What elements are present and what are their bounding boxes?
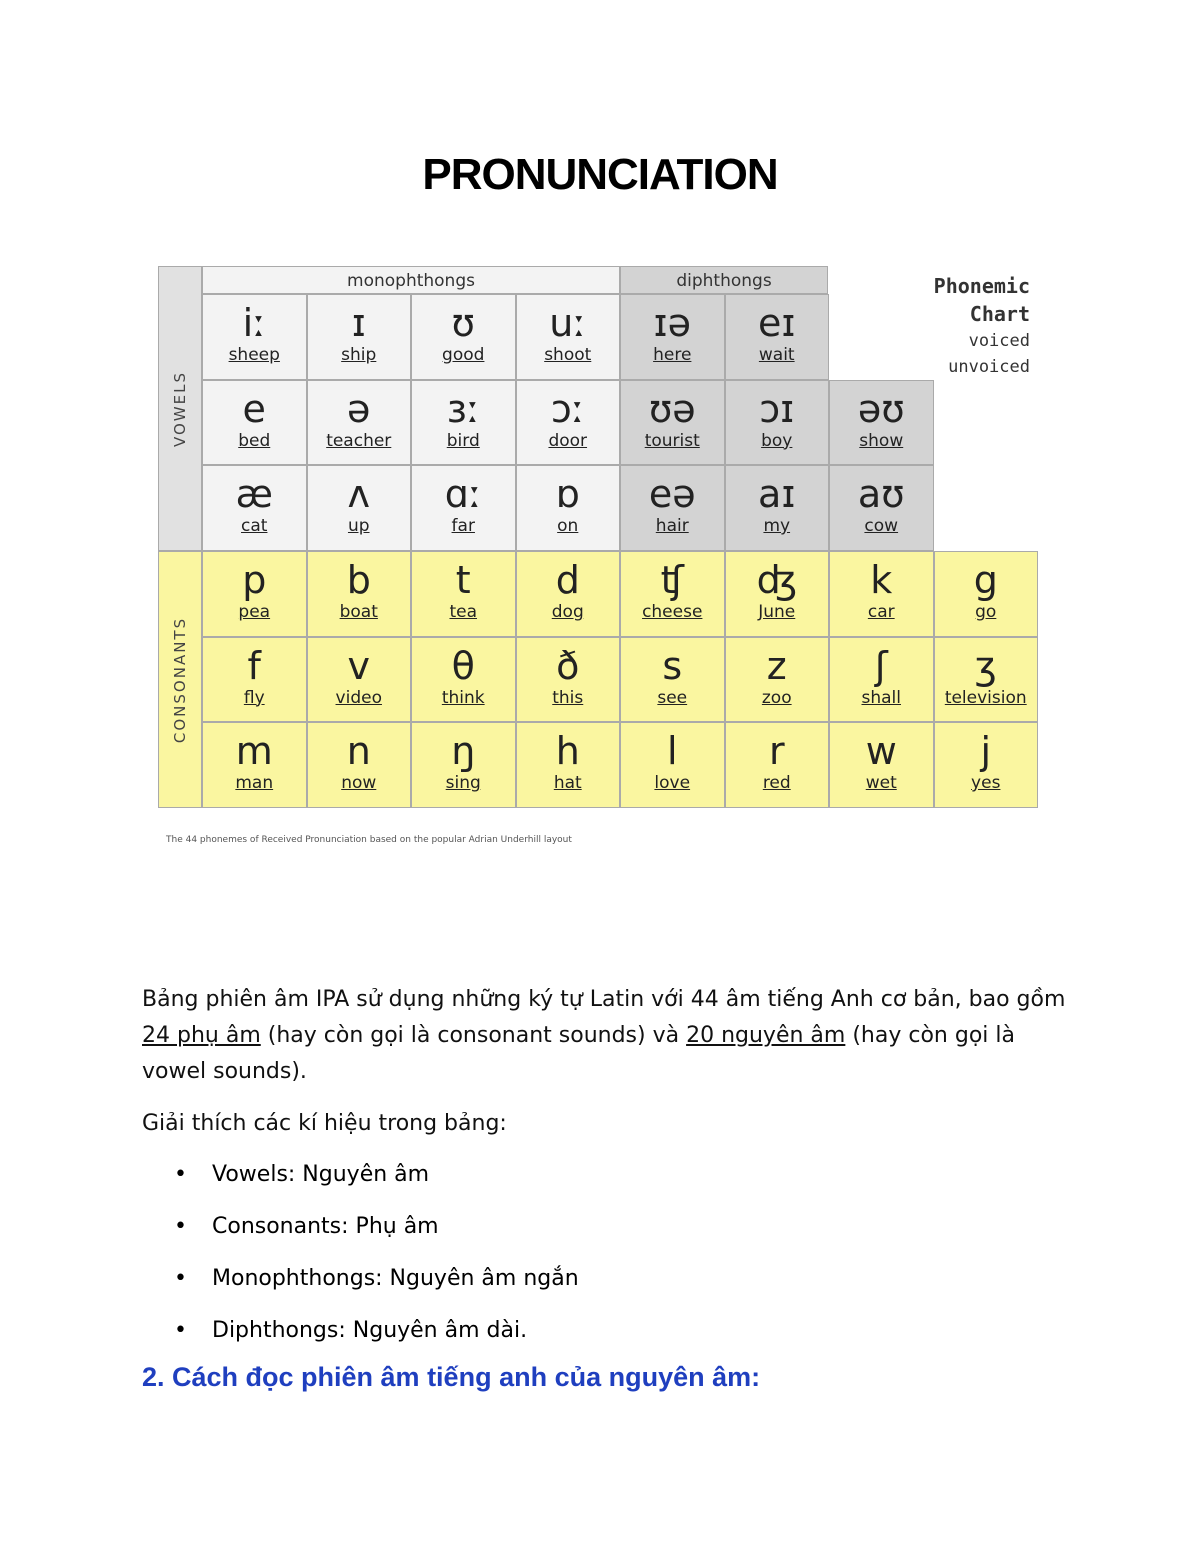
example-word: fly: [243, 687, 265, 708]
example-word: think: [441, 687, 485, 708]
phoneme-cell: [202, 722, 307, 808]
phoneme-symbol: ə: [347, 386, 371, 431]
phoneme-cell: [202, 380, 307, 466]
phoneme-symbol: ɔː: [550, 386, 585, 431]
phoneme-symbol: eɪ: [758, 301, 796, 345]
phoneme-symbol: ʊ: [451, 301, 475, 345]
phoneme-cell: [516, 637, 621, 723]
example-word: cow: [864, 516, 899, 536]
page-title: PRONUNCIATION: [422, 150, 778, 199]
legend-voiced: voiced: [968, 331, 1030, 351]
example-word: tea: [449, 602, 478, 622]
consonants-link[interactable]: 24 phụ âm: [142, 1023, 261, 1048]
phoneme-cell: [829, 722, 934, 808]
legend-unvoiced: unvoiced: [948, 357, 1030, 377]
phoneme-symbol: ʤ: [756, 558, 797, 602]
phoneme-symbol: m: [235, 729, 273, 773]
example-word: up: [347, 516, 370, 536]
example-word: car: [867, 602, 895, 622]
phoneme-cell: [725, 551, 830, 637]
phoneme-symbol: z: [766, 643, 787, 688]
example-word: zoo: [761, 687, 792, 708]
phoneme-cell: [516, 551, 621, 637]
phoneme-symbol: ʃ: [874, 643, 888, 688]
phoneme-symbol: n: [346, 729, 371, 773]
phoneme-cell: [202, 294, 307, 380]
example-word: bird: [446, 430, 480, 451]
phoneme-cell: [307, 465, 412, 551]
phoneme-cell: [934, 551, 1039, 637]
example-word: here: [653, 345, 692, 365]
example-word: cat: [241, 516, 268, 536]
example-word: pea: [238, 602, 271, 622]
example-word: boat: [339, 602, 378, 622]
phoneme-symbol: aʊ: [857, 472, 905, 516]
example-word: boy: [761, 430, 793, 451]
intro-text-3: (hay còn gọi là vowel sounds).: [142, 1023, 1015, 1084]
phoneme-symbol: p: [242, 558, 267, 602]
example-word: hat: [553, 773, 582, 793]
example-word: now: [341, 773, 377, 793]
phoneme-cell: [620, 551, 725, 637]
consonants-label: CONSONANTS: [171, 616, 189, 743]
example-word: door: [548, 430, 588, 451]
phoneme-cell: [620, 722, 725, 808]
phoneme-cell: [411, 465, 516, 551]
chart-caption: The 44 phonemes of Received Pronunciation based on the popular Adrian Underhill layout: [166, 835, 572, 845]
phoneme-symbol: ɒ: [555, 472, 580, 516]
phoneme-symbol: ɑː: [444, 472, 482, 516]
diphthongs-header: diphthongs: [620, 266, 828, 294]
phoneme-cell: [725, 380, 830, 466]
example-word: my: [763, 516, 791, 536]
phoneme-cell: [411, 637, 516, 723]
legend-title-2: Chart: [969, 302, 1030, 326]
example-word: far: [451, 516, 475, 536]
phonemic-chart: [158, 266, 1040, 808]
phoneme-symbol: ʧ: [660, 558, 684, 602]
example-word: shall: [861, 687, 901, 708]
phoneme-symbol: e: [242, 386, 266, 431]
example-word: sing: [445, 773, 481, 793]
phoneme-cell: [516, 722, 621, 808]
explanation-paragraph: Giải thích các kí hiệu trong bảng:: [142, 1111, 507, 1136]
example-word: show: [859, 430, 904, 451]
phoneme-symbol: iː: [242, 301, 266, 345]
list-item: • Consonants: Phụ âm: [142, 1209, 579, 1261]
section-heading: 2. Cách đọc phiên âm tiếng anh của nguyên âm:: [142, 1362, 761, 1392]
phoneme-cell: [307, 722, 412, 808]
phoneme-symbol: eə: [648, 472, 696, 516]
example-word: ship: [341, 345, 377, 365]
phoneme-cell: [620, 465, 725, 551]
example-word: June: [758, 602, 796, 622]
phoneme-symbol: h: [555, 729, 580, 773]
phoneme-symbol: w: [865, 729, 897, 773]
phoneme-symbol: ɪ: [351, 301, 366, 345]
example-word: cheese: [642, 602, 703, 622]
phoneme-symbol: ɪə: [653, 301, 691, 345]
example-word: sheep: [228, 345, 280, 365]
phoneme-cell: [307, 551, 412, 637]
vowels-side-label: [158, 266, 202, 551]
phoneme-cell: [202, 465, 307, 551]
intro-text-2: (hay còn gọi là consonant sounds) và: [260, 1023, 687, 1048]
phoneme-cell: [202, 637, 307, 723]
phoneme-cell: [725, 465, 830, 551]
example-word: dog: [551, 602, 584, 622]
chart-legend: [934, 272, 1030, 380]
phoneme-symbol: g: [973, 558, 998, 602]
phoneme-cell: [934, 637, 1039, 723]
vowels-link[interactable]: 20 nguyên âm: [686, 1023, 846, 1048]
list-item: • Vowels: Nguyên âm: [142, 1157, 579, 1209]
phoneme-symbol: d: [555, 558, 580, 602]
phoneme-symbol: ɜː: [446, 386, 480, 431]
phoneme-symbol: j: [980, 729, 992, 773]
phoneme-symbol: aɪ: [758, 472, 796, 516]
intro-paragraph: [142, 982, 1072, 1090]
vowels-label: VOWELS: [171, 370, 189, 447]
phoneme-symbol: k: [870, 558, 893, 602]
phoneme-symbol: l: [666, 729, 678, 773]
example-word: television: [944, 687, 1027, 708]
legend-title-1: Phonemic: [933, 274, 1030, 298]
phoneme-cell: [725, 637, 830, 723]
example-word: wet: [865, 773, 897, 793]
phoneme-symbol: æ: [235, 472, 273, 516]
phoneme-cell: [829, 551, 934, 637]
symbol-list: [142, 1157, 579, 1365]
phoneme-cell: [725, 722, 830, 808]
phoneme-cell: [411, 722, 516, 808]
phoneme-symbol: ŋ: [451, 729, 476, 773]
example-word: tourist: [644, 430, 700, 451]
phoneme-symbol: θ: [451, 643, 475, 688]
example-word: wait: [758, 345, 795, 365]
monophthongs-header: monophthongs: [202, 266, 620, 294]
example-word: this: [552, 687, 584, 708]
phoneme-symbol: uː: [549, 301, 587, 345]
example-word: on: [557, 516, 579, 536]
example-word: go: [975, 602, 997, 622]
example-word: man: [235, 773, 274, 793]
phoneme-cell: [620, 294, 725, 380]
phoneme-cell: [829, 465, 934, 551]
example-word: hair: [655, 516, 689, 536]
example-word: see: [657, 687, 688, 708]
phoneme-cell: [829, 380, 934, 466]
phoneme-symbol: b: [346, 558, 371, 602]
phoneme-symbol: ʊə: [648, 386, 696, 431]
phoneme-cell: [934, 722, 1039, 808]
list-item: • Monophthongs: Nguyên âm ngắn: [142, 1261, 579, 1313]
phoneme-cell: [516, 294, 621, 380]
phoneme-symbol: r: [768, 729, 785, 773]
intro-text-1: Bảng phiên âm IPA sử dụng những ký tự Latin với 44 âm tiếng Anh cơ bản, bao gồm: [142, 987, 1066, 1012]
phoneme-symbol: s: [662, 643, 683, 688]
phoneme-symbol: ʒ: [974, 643, 997, 688]
phoneme-symbol: ʌ: [347, 472, 370, 516]
phoneme-cell: [411, 294, 516, 380]
phoneme-symbol: ɔɪ: [759, 386, 795, 431]
phoneme-cell: [620, 637, 725, 723]
phoneme-cell: [411, 380, 516, 466]
example-word: love: [654, 773, 691, 793]
phoneme-cell: [307, 637, 412, 723]
phoneme-cell: [202, 551, 307, 637]
phoneme-cell: [307, 294, 412, 380]
phoneme-cell: [516, 380, 621, 466]
phoneme-cell: [411, 551, 516, 637]
phoneme-cell: [725, 294, 830, 380]
phoneme-symbol: əʊ: [857, 386, 905, 431]
phoneme-symbol: f: [247, 643, 261, 688]
example-word: bed: [238, 430, 271, 451]
phoneme-cell: [620, 380, 725, 466]
phoneme-cell: [516, 465, 621, 551]
example-word: teacher: [326, 430, 392, 451]
example-word: red: [762, 773, 791, 793]
phoneme-symbol: t: [455, 558, 471, 602]
example-word: good: [442, 345, 485, 365]
phoneme-cell: [829, 637, 934, 723]
phoneme-symbol: v: [347, 643, 370, 688]
example-word: shoot: [544, 345, 592, 365]
consonants-side-label: [158, 551, 202, 808]
example-word: yes: [971, 773, 1001, 793]
phoneme-symbol: ð: [556, 643, 580, 688]
example-word: video: [335, 687, 382, 708]
list-item: • Diphthongs: Nguyên âm dài.: [142, 1313, 579, 1365]
phoneme-cell: [307, 380, 412, 466]
